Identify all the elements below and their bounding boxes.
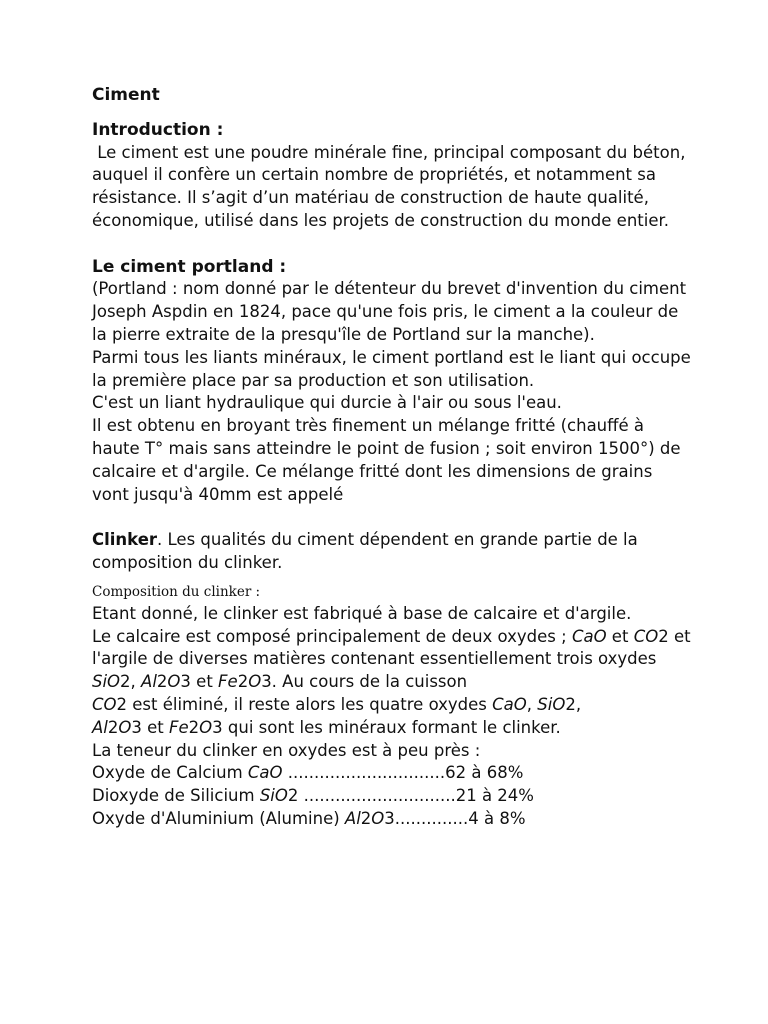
formula-o: O [199,717,213,737]
text-run: 2, [565,694,582,714]
text-run: 2 [237,672,249,692]
clinker-text: . Les qualités du ciment dépendent en grande partie de la composition du clinker. [92,530,638,572]
oxide-label: Oxyde de Calcium [92,763,248,783]
formula-o: O [118,717,132,737]
formula-al: Al [141,672,157,692]
portland-paragraph-2: Parmi tous les liants minéraux, le ciment portland est le liant qui occupe la première place par sa production et son utilisation. [92,347,691,390]
clinker-paragraph [92,529,692,575]
text-run: 2 et l'argile de diverses matières contenant essentiellement trois oxydes [92,626,691,669]
text-run: , [526,694,538,714]
oxide-row-sio2 [92,785,692,808]
oxide-formula: O [371,808,385,828]
text-run: 3 qui sont les minéraux formant le clinker. [212,717,561,737]
formula-fe: Fe [218,672,238,692]
formula-sio: SiO [92,672,121,692]
clinker-term: Clinker [92,530,158,550]
formula-cao: CaO [571,626,607,646]
spacer [92,506,692,529]
teneur-line: La teneur du clinker en oxydes est à peu près : [92,740,481,760]
oxide-value: ..............................62 à 68% [282,763,524,783]
text-run: 2, [120,672,142,692]
oxide-value: 2 .............................21 à 24% [287,786,534,806]
oxide-formula: SiO [259,786,288,806]
text-run: 2 [188,717,200,737]
composition-intro: Etant donné, le clinker est fabriqué à base de calcaire et d'argile. [92,603,632,623]
intro-paragraph: Le ciment est une poudre minérale fine, principal composant du béton, auquel il confère un certain nombre de propriétés, et notamment sa résistance. Il s’agit d’un matériau de construction de haute qualité, économique, utilisé dans les projets de construction du monde entier. [92,142,691,230]
text-run: 2 [107,717,119,737]
formula-o: O [248,672,262,692]
formula-co: CO [92,694,117,714]
spacer [92,233,692,256]
text-run: 3 et [131,717,169,737]
formula-al: Al [92,717,108,737]
cuisson-paragraph [92,694,692,740]
calcaire-paragraph [92,626,692,694]
text-run: 3 et [180,672,219,692]
formula-fe: Fe [168,717,189,737]
formula-sio: SiO [537,694,566,714]
text-run: 2 est éliminé, il reste alors les quatre oxydes [116,694,493,714]
document-title: Ciment [92,85,160,105]
document-page [92,84,692,831]
oxide-formula: Al [344,808,361,828]
oxide-formula: CaO [247,763,283,783]
intro-heading: Introduction : [92,119,224,140]
formula-cao: CaO [492,694,527,714]
oxide-formula-digit: 2 [360,808,372,828]
formula-co: CO [633,626,659,646]
oxide-label: Dioxyde de Silicium [92,786,260,806]
portland-paragraph-3: C'est un liant hydraulique qui durcie à l'air ou sous l'eau. [92,393,562,413]
composition-heading: Composition du clinker : [92,583,261,600]
portland-paragraph-1: (Portland : nom donné par le détenteur du brevet d'invention du ciment Joseph Aspdin en 1824, pace qu'une fois pris, le ciment a la couleur de la pierre extraite de la presqu'île de Portland sur la manche). [92,279,687,344]
oxide-label: Oxyde d'Aluminium (Alumine) [92,808,345,828]
oxide-row-al2o3 [92,808,692,831]
formula-o: O [167,672,181,692]
portland-paragraph-4: Il est obtenu en broyant très finement un mélange fritté (chauffé à haute T° mais sans atteindre le point de fusion ; soit environ 1500°) de calcaire et d'argile. Ce mélange fritté dont les dimensions de grains vont jusqu'à 40mm est appelé [92,416,681,504]
text-run: 2 [156,672,168,692]
text-run: et [606,626,634,646]
oxide-value: 3..............4 à 8% [384,808,526,828]
portland-heading: Le ciment portland : [92,256,287,277]
text-run: 3. Au cours de la cuisson [261,672,468,692]
text-run: Le calcaire est composé principalement de deux oxydes ; [92,626,572,646]
oxide-row-cao [92,762,692,785]
